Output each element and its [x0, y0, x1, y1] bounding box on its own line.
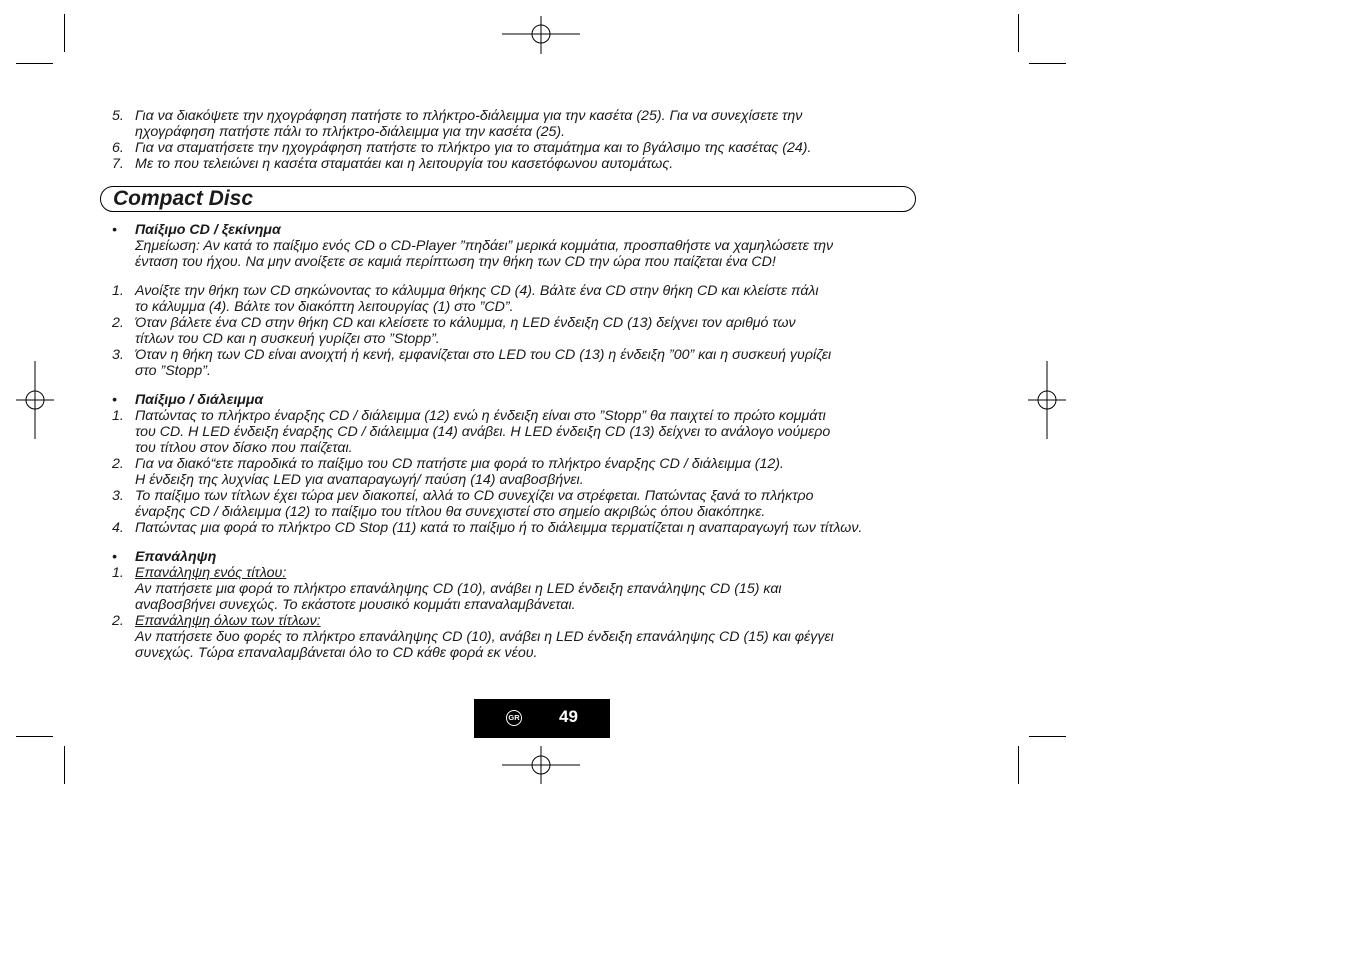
item-line: Όταν βάλετε ένα CD στην θήκη CD και κλείσετε το κάλυμμα, η LED ένδειξη CD (13) δείχνει τον αριθμό των [135, 315, 796, 331]
item-line: Πατώντας μια φορά το πλήκτρο CD Stop (11) κατά το παίξιμο ή το διάλειμμα τερματίζεται η αναπαραγωγή των τίτλων. [135, 520, 863, 536]
list-item [112, 315, 972, 347]
item-line: ηχογράφηση πατήστε πάλι το πλήκτρο-διάλειμμα για την κασέτα (25). [135, 124, 566, 140]
item-number: 6. [112, 140, 124, 156]
item-line: Για να σταματήσετε την ηχογράφηση πατήστε το πλήκτρο για το σταμάτημα και το βγάλσιμο της κασέτας (24). [135, 140, 812, 156]
play-pause-section [112, 392, 972, 536]
page-content [112, 108, 972, 661]
item-line: Όταν η θήκη των CD είναι ανοιχτή ή κενή, εμφανίζεται στο LED του CD (13) η ένδειξη ”00” και η συσκευή γυρίζει [135, 347, 832, 363]
item-number: 4. [112, 520, 124, 536]
item-line: Για να διακόψετε την ηχογράφηση πατήστε το πλήκτρο-διάλειμμα για την κασέτα (25). Για να συνεχίσετε την [135, 108, 803, 124]
item-number: 7. [112, 156, 124, 172]
subsection-heading: Επανάληψη [135, 549, 217, 565]
bullet-icon: • [112, 222, 117, 238]
repeat-section [112, 549, 972, 661]
crop-mark [1018, 14, 1019, 52]
crop-mark [64, 14, 65, 52]
list-item [112, 140, 972, 156]
item-subheading: Επανάληψη ενός τίτλου: [135, 565, 287, 581]
item-number: 1. [112, 408, 124, 424]
country-badge: GR [506, 710, 522, 726]
registration-mark-icon [1028, 361, 1066, 439]
item-line: Το παίξιμο των τίτλων έχει τώρα μεν διακοπεί, αλλά το CD συνεχίζει να στρέφεται. Πατώντας ξανά το πλήκτρο [135, 488, 814, 504]
item-subheading: Επανάληψη όλων των τίτλων: [135, 613, 321, 629]
item-line: το κάλυμμα (4). Βάλτε τον διακόπτη λειτουργίας (1) στο ”CD”. [135, 299, 514, 315]
list-item [112, 613, 972, 661]
item-number: 3. [112, 347, 124, 363]
list-item [112, 156, 972, 172]
item-number: 1. [112, 565, 124, 581]
item-line: του τίτλου στον δίσκο που παίζεται. [135, 440, 353, 456]
item-number: 2. [112, 456, 124, 472]
item-line: Η ένδειξη της λυχνίας LED για αναπαραγωγή/ παύση (14) αναβοσβήνει. [135, 472, 584, 488]
crop-mark [1029, 63, 1066, 64]
subsection-heading: Παίξιμο / διάλειμμα [135, 392, 264, 408]
registration-mark-icon [16, 361, 54, 439]
item-line: Για να διακό“ετε παροδικά το παίξιμο του CD πατήστε μια φορά το πλήκτρο έναρξης CD / διάλειμμα (12). [135, 456, 784, 472]
list-item [112, 565, 972, 613]
item-number: 5. [112, 108, 124, 124]
list-item [112, 456, 972, 488]
page-footer [474, 699, 610, 738]
list-item [112, 283, 972, 315]
item-line: τίτλων του CD και η συσκευή γυρίζει στο ”Stopp”. [135, 331, 440, 347]
bullet-icon: • [112, 549, 117, 565]
crop-mark [16, 736, 53, 737]
list-item [112, 408, 972, 456]
item-line: έναρξης CD / διάλειμμα (12) το παίξιμο του τίτλου θα συνεχιστεί στο σημείο ακριβώς όπου διακόπηκε. [135, 504, 766, 520]
bullet-heading [112, 549, 972, 565]
note-line: ένταση του ήχου. Να μην ανοίξετε σε καμιά περίπτωση την θήκη των CD την ώρα που παίζεται ένα CD! [135, 254, 776, 270]
crop-mark [1029, 736, 1066, 737]
section-title: Compact Disc [113, 187, 254, 210]
item-number: 3. [112, 488, 124, 504]
note-line: Σημείωση: Αν κατά το παίξιμο ενός CD ο CD-Player ”πηδάει” μερικά κομμάτια, προσπαθήστε να χαμηλώσετε την [135, 238, 834, 254]
crop-mark [1018, 746, 1019, 784]
item-number: 1. [112, 283, 124, 299]
section-heading-box [100, 186, 916, 212]
list-item [112, 347, 972, 379]
subsection-heading: Παίξιμο CD / ξεκίνημα [135, 222, 281, 238]
item-line: Αν πατήσετε μια φορά το πλήκτρο επανάληψης CD (10), ανάβει η LED ένδειξη επανάληψης CD (15) και [135, 581, 782, 597]
bullet-heading [112, 222, 972, 270]
item-line: Αν πατήσετε δυο φορές το πλήκτρο επανάληψης CD (10), ανάβει η LED ένδειξη επανάληψης CD (15) και φέγγει [135, 629, 834, 645]
item-line: Ανοίξτε την θήκη των CD σηκώνοντας το κάλυμμα θήκης CD (4). Βάλτε ένα CD στην θήκη CD και κλείστε πάλι [135, 283, 819, 299]
item-number: 2. [112, 613, 124, 629]
bullet-icon: • [112, 392, 117, 408]
item-line: του CD. Η LED ένδειξη έναρξης CD / διάλειμμα (14) ανάβει. Η LED ένδειξη CD (13) δείχνει το ανάλογο νούμερο [135, 424, 831, 440]
registration-mark-icon [502, 16, 580, 54]
list-item [112, 488, 972, 520]
registration-mark-icon [502, 746, 580, 784]
item-line: Πατώντας το πλήκτρο έναρξης CD / διάλειμμα (12) ενώ η ένδειξη είναι στο ”Stopp” θα παιχτεί το πρώτο κομμάτι [135, 408, 826, 424]
crop-mark [16, 63, 53, 64]
bullet-heading [112, 392, 972, 408]
play-start-section [112, 222, 972, 379]
list-item [112, 108, 972, 140]
item-number: 2. [112, 315, 124, 331]
page-number: 49 [559, 707, 578, 726]
list-item [112, 520, 972, 536]
crop-mark [64, 746, 65, 784]
item-line: στο ”Stopp”. [135, 363, 211, 379]
item-line: αναβοσβήνει συνεχώς. Το εκάστοτε μουσικό κομμάτι επαναλαμβάνεται. [135, 597, 576, 613]
item-line: συνεχώς. Τώρα επαναλαμβάνεται όλο το CD κάθε φορά εκ νέου. [135, 645, 538, 661]
item-line: Με το που τελειώνει η κασέτα σταματάει και η λειτουργία του κασετόφωνου αυτομάτως. [135, 156, 674, 172]
intro-list [112, 108, 972, 172]
